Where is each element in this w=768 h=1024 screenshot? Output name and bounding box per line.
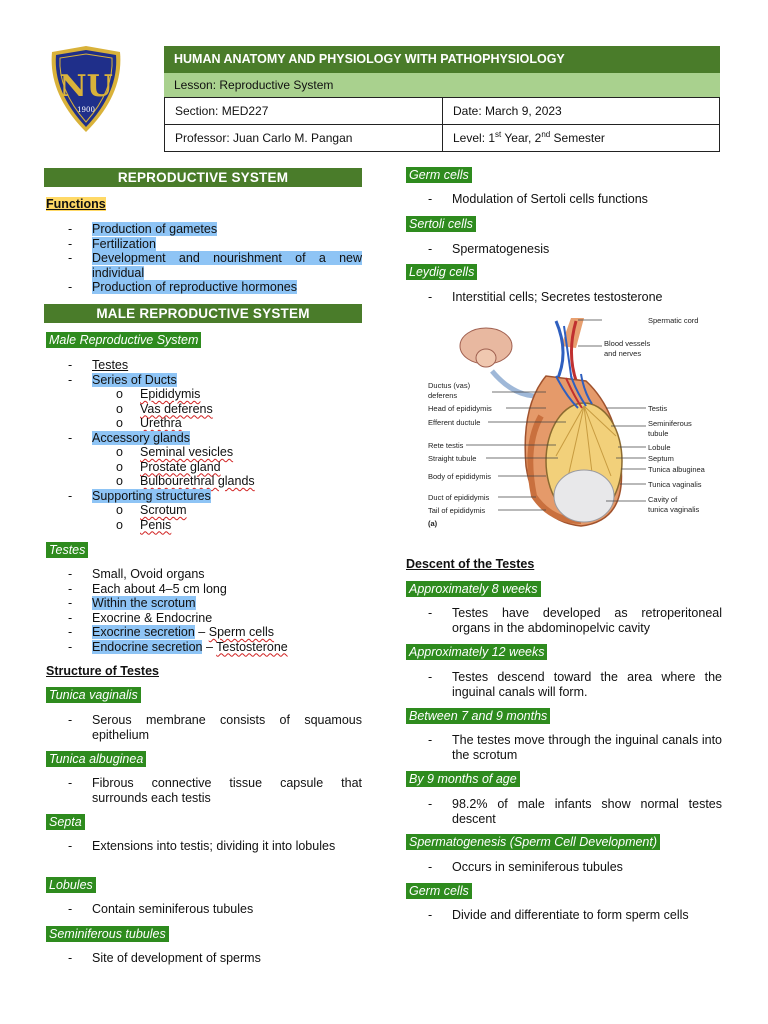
lesson-title: Lesson: Reproductive System <box>164 73 720 97</box>
septa-text: Extensions into testis; dividing it into lobules <box>92 839 336 853</box>
duct-vas-deferens: Vas deferens <box>140 401 213 416</box>
sertoli-cells-tag-text: Sertoli cells <box>406 216 476 232</box>
testes-item-2: Each about 4–5 cm long <box>92 581 227 596</box>
leydig-cells-text: Interstitial cells; Secretes testosterone <box>452 290 663 304</box>
lobules-tag: Lobules <box>46 877 96 893</box>
reproductive-system-bar: REPRODUCTIVE SYSTEM <box>44 168 362 187</box>
structure-item-2: - Fibrous connective tissue capsule that surrounds each testis <box>68 776 362 805</box>
exocrine-label: Exocrine secretion <box>92 625 195 639</box>
structure-heading-text: Structure of Testes <box>46 664 159 678</box>
function-4: Production of reproductive hormones <box>92 280 297 294</box>
label-spermatic-cord: Spermatic cord <box>648 316 699 325</box>
section-cell: Section: MED227 <box>165 98 443 124</box>
descent-7-9-months-tag: Between 7 and 9 months <box>406 708 550 724</box>
tunica-albuginea-text: Fibrous connective tissue capsule that surrounds each testis <box>92 776 362 805</box>
label-lobule: Lobule <box>648 443 671 452</box>
testes-item-3: Within the scrotum <box>92 596 196 610</box>
gland-bulbourethral: Bulbourethral glands <box>140 474 255 488</box>
list-item: - Supporting structures <box>68 488 211 503</box>
leydig-cells-item: - Interstitial cells; Secretes testosterone <box>406 290 722 305</box>
sub-list-item: o Prostate gland <box>116 459 221 474</box>
sertoli-cells-tag <box>406 217 476 231</box>
header-row-section <box>164 97 720 125</box>
descent-9-months-tag: By 9 months of age <box>406 771 520 787</box>
functions-list <box>46 222 362 295</box>
sertoli-cells-text: Spermatogenesis <box>452 242 550 256</box>
level-sup-2: nd <box>541 130 551 139</box>
leydig-cells-tag-text: Leydig cells <box>406 264 477 280</box>
male-accessory: Accessory glands <box>92 430 190 445</box>
duct-epididymis: Epididymis <box>140 387 201 401</box>
list-item: - Endocrine secretion – Testosterone <box>68 639 288 654</box>
functions-heading <box>46 197 106 211</box>
seminiferous-text: Site of development of sperms <box>92 951 261 965</box>
descent-heading-text: Descent of the Testes <box>406 557 535 571</box>
septa-tag: Septa <box>46 814 85 830</box>
endocrine-value: Testosterone <box>216 639 288 654</box>
label-head-epididymis: Head of epididymis <box>428 404 492 413</box>
gland-prostate: Prostate gland <box>140 459 221 474</box>
exocrine-value: Sperm cells <box>208 625 275 639</box>
male-testes: Testes <box>92 358 129 372</box>
university-logo <box>46 44 126 134</box>
list-item: - Exocrine secretion – Sperm cells <box>68 625 275 639</box>
label-testis: Testis <box>648 404 668 413</box>
list-item: - Fertilization <box>68 236 156 251</box>
structure-tag-2 <box>46 752 146 766</box>
level-mid: Year, 2 <box>501 131 542 145</box>
descent-item-5: - Occurs in seminiferous tubules <box>406 860 722 875</box>
tunica-vaginalis-text: Serous membrane consists of squamous epithelium <box>92 713 362 742</box>
professor-cell: Professor: Juan Carlo M. Pangan <box>165 125 443 151</box>
sub-list-item: o Bulbourethral glands <box>116 474 255 488</box>
male-ducts: Series of Ducts <box>92 372 177 387</box>
support-scrotum: Scrotum <box>140 503 187 517</box>
structure-tag-5 <box>46 927 169 941</box>
label-septum: Septum <box>648 454 674 463</box>
sub-list-item: o Urethra <box>116 416 182 430</box>
structure-tag-1 <box>46 688 141 702</box>
structure-item-3: - Extensions into testis; dividing it into lobules <box>46 839 362 854</box>
list-item: - Production of gametes <box>68 222 218 236</box>
function-3: Development and nourishment of a new individual <box>92 251 362 280</box>
label-cavity-2: tunica vaginalis <box>648 505 700 514</box>
descent-tag-6 <box>406 884 472 898</box>
descent-tag-2 <box>406 645 547 659</box>
testis-anatomy-figure <box>406 316 722 534</box>
male-tag-text: Male Reproductive System <box>46 332 201 348</box>
function-2: Fertilization <box>92 236 156 251</box>
descent-item-6: - Divide and differentiate to form sperm cells <box>406 908 722 923</box>
level-sup-1: st <box>495 130 502 139</box>
label-seminiferous-1: Seminiferous <box>648 419 692 428</box>
testes-item-1: Small, Ovoid organs <box>92 567 205 581</box>
course-title: HUMAN ANATOMY AND PHYSIOLOGY WITH PATHOPHYSIOLOGY <box>164 46 720 73</box>
logo-year: 1900 <box>77 106 95 114</box>
level-suffix: Semester <box>550 131 605 145</box>
sub-list-item: o Vas deferens <box>116 401 213 416</box>
label-rete-testis: Rete testis <box>428 441 464 450</box>
endocrine-dash: – <box>202 639 217 654</box>
endocrine-label: Endocrine secretion <box>92 639 203 654</box>
level-prefix: Level: 1 <box>453 131 496 145</box>
exocrine-dash: – <box>194 625 209 639</box>
descent-8-weeks-tag: Approximately 8 weeks <box>406 581 541 597</box>
level-cell <box>443 125 719 151</box>
descent-item-2: - Testes descend toward the area where the inguinal canals will form. <box>428 670 722 699</box>
structure-item-4: - Contain seminiferous tubules <box>46 902 362 917</box>
list-item: - Production of reproductive hormones <box>68 280 297 294</box>
structure-item-1: - Serous membrane consists of squamous epithelium <box>68 713 362 742</box>
germ-cells-tag-text: Germ cells <box>406 167 472 183</box>
gland-seminal: Seminal vesicles <box>140 445 234 459</box>
tunica-albuginea-tag: Tunica albuginea <box>46 751 146 767</box>
descent-item-1: - Testes have developed as retroperitoneal organs in the abdominopelvic cavity <box>428 606 722 635</box>
list-item: - Exocrine & Endocrine <box>46 611 362 626</box>
spermatogenesis-text: Occurs in seminiferous tubules <box>452 860 623 874</box>
label-panel: (a) <box>428 519 438 528</box>
germ-cells-item: - Modulation of Sertoli cells functions <box>406 192 722 207</box>
structure-tag-4 <box>46 878 96 892</box>
descent-tag-1 <box>406 582 541 596</box>
header-table <box>164 46 720 152</box>
label-body-epididymis: Body of epididymis <box>428 472 491 481</box>
leydig-cells-tag <box>406 265 477 279</box>
date-cell: Date: March 9, 2023 <box>453 104 562 118</box>
sub-list-item: o Scrotum <box>116 503 187 517</box>
support-penis: Penis <box>140 517 172 532</box>
sub-list-item: o Seminal vesicles <box>116 445 234 459</box>
list-item: - Within the scrotum <box>68 596 196 610</box>
label-ductus-1: Ductus (vas) <box>428 381 471 390</box>
male-reproductive-system-bar: MALE REPRODUCTIVE SYSTEM <box>44 304 362 323</box>
label-cavity-1: Cavity of <box>648 495 678 504</box>
male-tag <box>46 333 201 347</box>
list-item: - Accessory glands <box>68 430 190 445</box>
descent-tag-3 <box>406 709 550 723</box>
label-ductus-2: deferens <box>428 391 458 400</box>
label-straight-tubule: Straight tubule <box>428 454 477 463</box>
sub-list-item: o Epididymis <box>116 387 201 401</box>
male-list <box>46 358 362 532</box>
list-item: - Small, Ovoid organs <box>46 567 362 582</box>
germ-cells-2-text: Divide and differentiate to form sperm cells <box>452 908 689 922</box>
header-row-professor <box>164 125 720 152</box>
seminiferous-tag: Seminiferous tubules <box>46 926 169 942</box>
structure-tag-3 <box>46 815 85 829</box>
descent-12-weeks-text: Testes descend toward the area where the inguinal canals will form. <box>452 670 722 699</box>
tunica-vaginalis-tag: Tunica vaginalis <box>46 687 141 703</box>
descent-9-months-text: 98.2% of male infants show normal testes descent <box>452 797 722 826</box>
list-item: - Each about 4–5 cm long <box>46 582 362 597</box>
label-efferent: Efferent ductule <box>428 418 481 427</box>
descent-12-weeks-tag: Approximately 12 weeks <box>406 644 547 660</box>
duct-urethra: Urethra <box>140 416 182 430</box>
descent-7-9-months-text: The testes move through the inguinal canals into the scrotum <box>452 733 722 762</box>
functions-heading-text: Functions <box>46 197 106 211</box>
structure-heading <box>46 664 159 678</box>
descent-heading <box>406 557 534 571</box>
germ-cells-text: Modulation of Sertoli cells functions <box>452 192 648 206</box>
label-albuginea: Tunica albuginea <box>648 465 705 474</box>
label-seminiferous-2: tubule <box>648 429 669 438</box>
descent-8-weeks-text: Testes have developed as retroperitoneal organs in the abdominopelvic cavity <box>452 606 722 635</box>
sertoli-cells-item: - Spermatogenesis <box>406 242 722 257</box>
descent-item-3: - The testes move through the inguinal canals into the scrotum <box>428 733 722 762</box>
label-tail-epididymis: Tail of epididymis <box>428 506 486 515</box>
label-vaginalis: Tunica vaginalis <box>648 480 702 489</box>
testes-item-4: Exocrine & Endocrine <box>92 610 213 625</box>
germ-cells-2-tag: Germ cells <box>406 883 472 899</box>
testes-tag <box>46 543 88 557</box>
germ-cells-tag <box>406 168 472 182</box>
label-duct-epididymis: Duct of epididymis <box>428 493 490 502</box>
list-item: - Development and nourishment of a new individual <box>68 251 362 280</box>
lobules-text: Contain seminiferous tubules <box>92 902 254 916</box>
descent-tag-5 <box>406 835 660 849</box>
descent-tag-4 <box>406 772 520 786</box>
testes-tag-text: Testes <box>46 542 88 558</box>
spermatogenesis-tag: Spermatogenesis (Sperm Cell Development) <box>406 834 660 850</box>
label-blood-vessels: Blood vessels <box>604 339 651 348</box>
sub-list-item: o Penis <box>116 517 172 532</box>
testes-list <box>46 567 362 654</box>
list-item: - Series of Ducts <box>68 372 177 387</box>
male-supporting: Supporting structures <box>92 488 211 503</box>
function-1: Production of gametes <box>92 222 218 236</box>
structure-item-5: - Site of development of sperms <box>46 951 362 966</box>
list-item: - Testes <box>68 358 129 372</box>
label-and-nerves: and nerves <box>604 349 642 358</box>
descent-item-4: - 98.2% of male infants show normal testes descent <box>428 797 722 826</box>
logo-letters: NU <box>59 69 113 104</box>
